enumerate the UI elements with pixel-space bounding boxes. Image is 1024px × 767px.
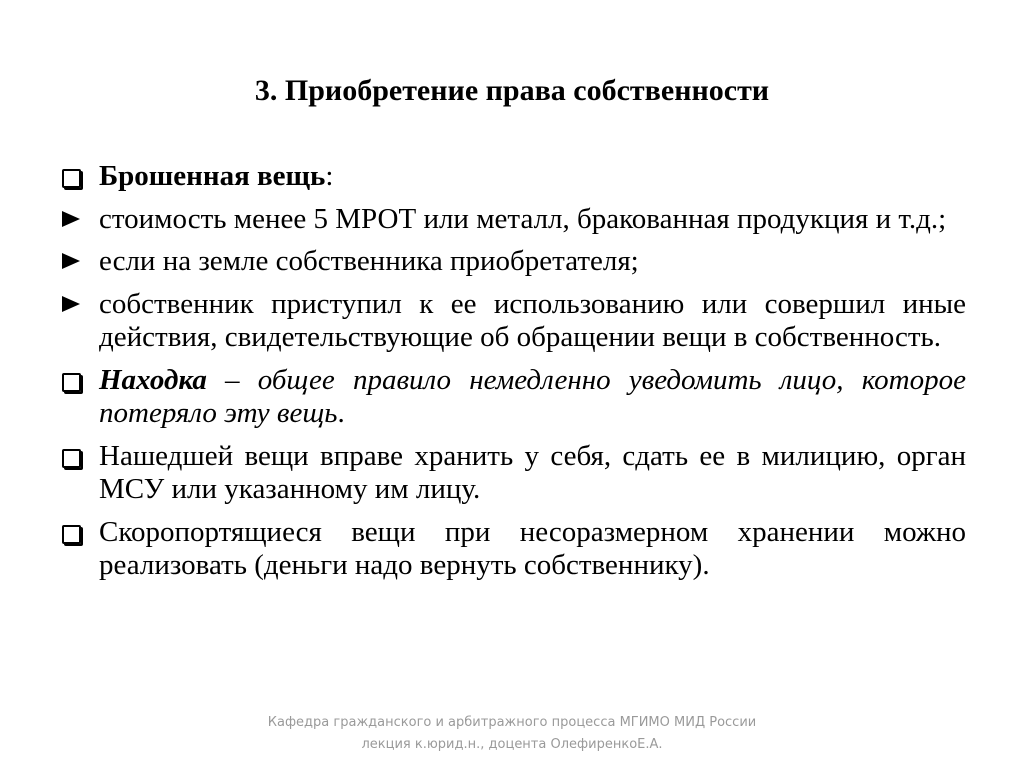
arrow-bullet-icon [62, 203, 92, 238]
footer-line-1: Кафедра гражданского и арбитражного процесса МГИМО МИД России [267, 715, 757, 730]
checkbox-bullet-icon [62, 516, 92, 555]
item-text: : [325, 160, 334, 192]
list-item [62, 288, 966, 355]
list-item [62, 440, 966, 507]
item-text: собственник приступил к ее использованию или совершил иные действия, свидетельствующие об обращении вещи в собственность. [99, 287, 966, 353]
list-item [62, 160, 966, 194]
arrow-bullet-icon [62, 288, 92, 323]
checkbox-bullet-icon [62, 160, 92, 199]
list-item [62, 516, 966, 583]
checkbox-bullet-icon [62, 364, 92, 403]
list-item [62, 203, 966, 237]
arrow-bullet-icon [62, 245, 92, 280]
slide-footer [0, 712, 1024, 756]
item-text: Нашедшей вещи вправе хранить у себя, сдать ее в милицию, орган МСУ или указанному им лицу. [99, 439, 966, 505]
item-bold: Брошенная вещь [99, 160, 326, 192]
item-text: . [337, 397, 345, 429]
footer-line-2: лекция к.юрид.н., доцента ОлефиренкоЕ.А. [361, 737, 663, 752]
item-text: если на земле собственника приобретателя; [99, 245, 639, 277]
list-item [62, 245, 966, 279]
bullet-list [62, 160, 966, 592]
item-text: Скоропортящиеся вещи при несоразмерном хранении можно реализовать (деньги надо вернуть собственнику). [99, 515, 966, 581]
item-text: стоимость менее 5 МРОТ или металл, бракованная продукция и т.д.; [99, 202, 947, 235]
slide-title: 3. Приобретение права собственности [254, 74, 770, 107]
item-bold-italic: Находка [99, 363, 207, 396]
list-item [62, 364, 966, 431]
item-italic: – общее правило немедленно уведомить лицо, которое потеряло эту вещь [99, 363, 966, 429]
checkbox-bullet-icon [62, 440, 92, 479]
